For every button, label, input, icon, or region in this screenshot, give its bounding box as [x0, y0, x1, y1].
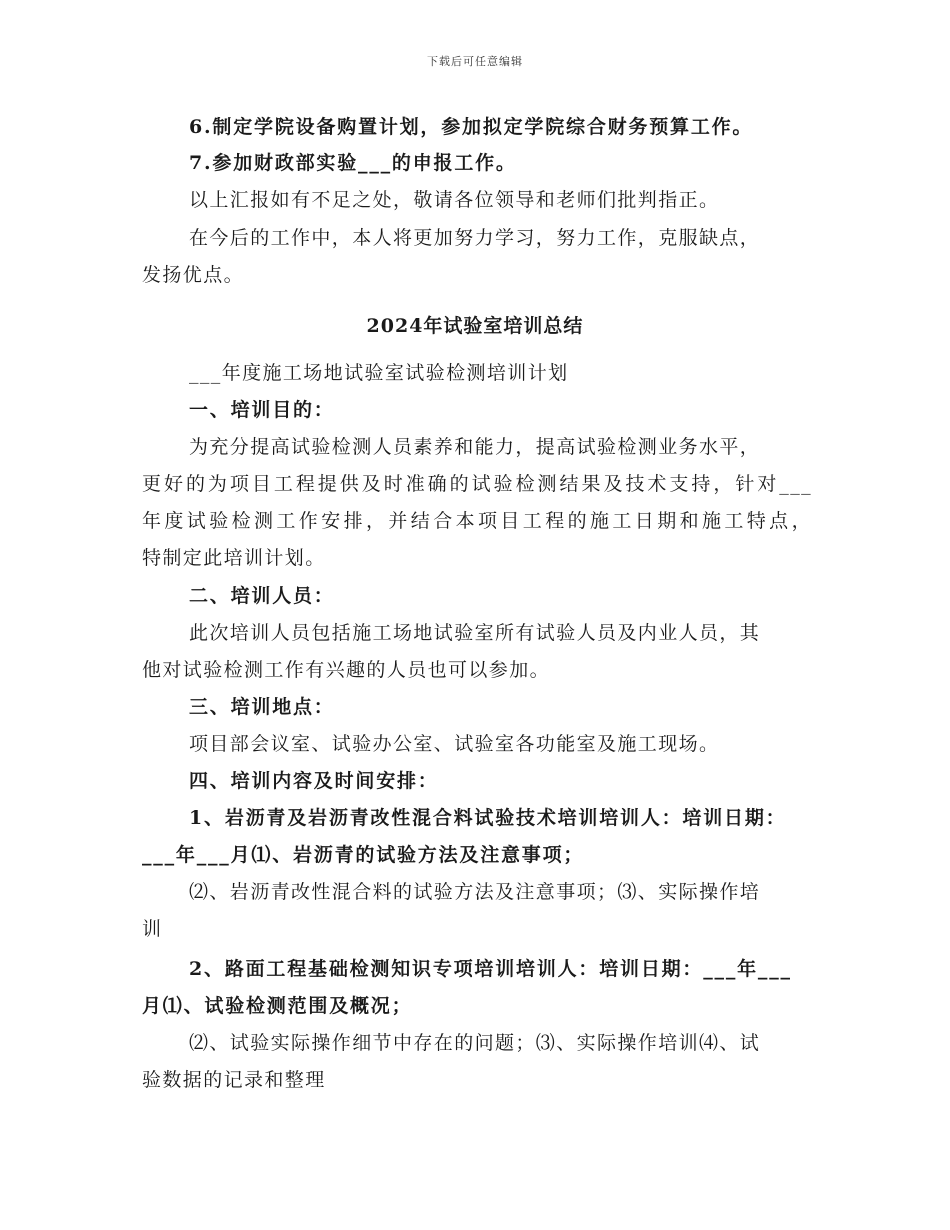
page-header: 下载后可任意编辑	[427, 55, 523, 68]
training-2-line-2: 月⑴、试验检测范围及概况；	[142, 995, 413, 1017]
training-1-line-4: 训	[142, 918, 163, 940]
section-2-heading: 二、培训人员：	[189, 585, 335, 607]
section-2-text-line-2: 他对试验检测工作有兴趣的人员也可以参加。	[142, 659, 551, 681]
section-1-text-line-4: 特制定此培训计划。	[142, 547, 326, 569]
training-2-line-3: ⑵、试验实际操作细节中存在的问题；⑶、实际操作培训⑷、试	[189, 1032, 761, 1054]
item-6: 6.制定学院设备购置计划，参加拟定学院综合财务预算工作。	[189, 116, 754, 138]
training-1-line-3: ⑵、岩沥青改性混合料的试验方法及注意事项；⑶、实际操作培	[189, 881, 761, 903]
item-7: 7.参加财政部实验___的申报工作。	[189, 152, 517, 174]
section-3-heading: 三、培训地点：	[189, 696, 335, 718]
closing-paragraph-1: 以上汇报如有不足之处，敬请各位领导和老师们批判指正。	[189, 189, 720, 211]
document-title: 2024年试验室培训总结	[366, 315, 584, 337]
section-1-text-line-3: 年度试验检测工作安排，并结合本项目工程的施工日期和施工特点，	[142, 510, 812, 532]
training-1-line-2: ___年___月⑴、岩沥青的试验方法及注意事项；	[142, 844, 585, 866]
section-1-text-line-2: 更好的为项目工程提供及时准确的试验检测结果及技术支持，针对___	[142, 473, 812, 495]
training-2-line-4: 验数据的记录和整理	[142, 1069, 326, 1091]
section-2-text-line-1: 此次培训人员包括施工场地试验室所有试验人员及内业人员，其	[189, 622, 761, 644]
training-1-line-1: 1、岩沥青及岩沥青改性混合料试验技术培训培训人：培训日期：	[189, 807, 787, 829]
section-3-text: 项目部会议室、试验办公室、试验室各功能室及施工现场。	[189, 733, 720, 755]
section-1-heading: 一、培训目的：	[189, 399, 335, 421]
plan-subtitle: ___年度施工场地试验室试验检测培训计划	[189, 362, 569, 384]
closing-paragraph-2-line-1: 在今后的工作中，本人将更加努力学习，努力工作，克服缺点，	[189, 227, 761, 249]
closing-paragraph-2-line-2: 发扬优点。	[142, 264, 245, 286]
section-4-heading: 四、培训内容及时间安排：	[189, 770, 439, 792]
section-1-text-line-1: 为充分提高试验检测人员素养和能力，提高试验检测业务水平，	[189, 436, 761, 458]
training-2-line-1: 2、路面工程基础检测知识专项培训培训人：培训日期：___年___	[189, 958, 792, 980]
